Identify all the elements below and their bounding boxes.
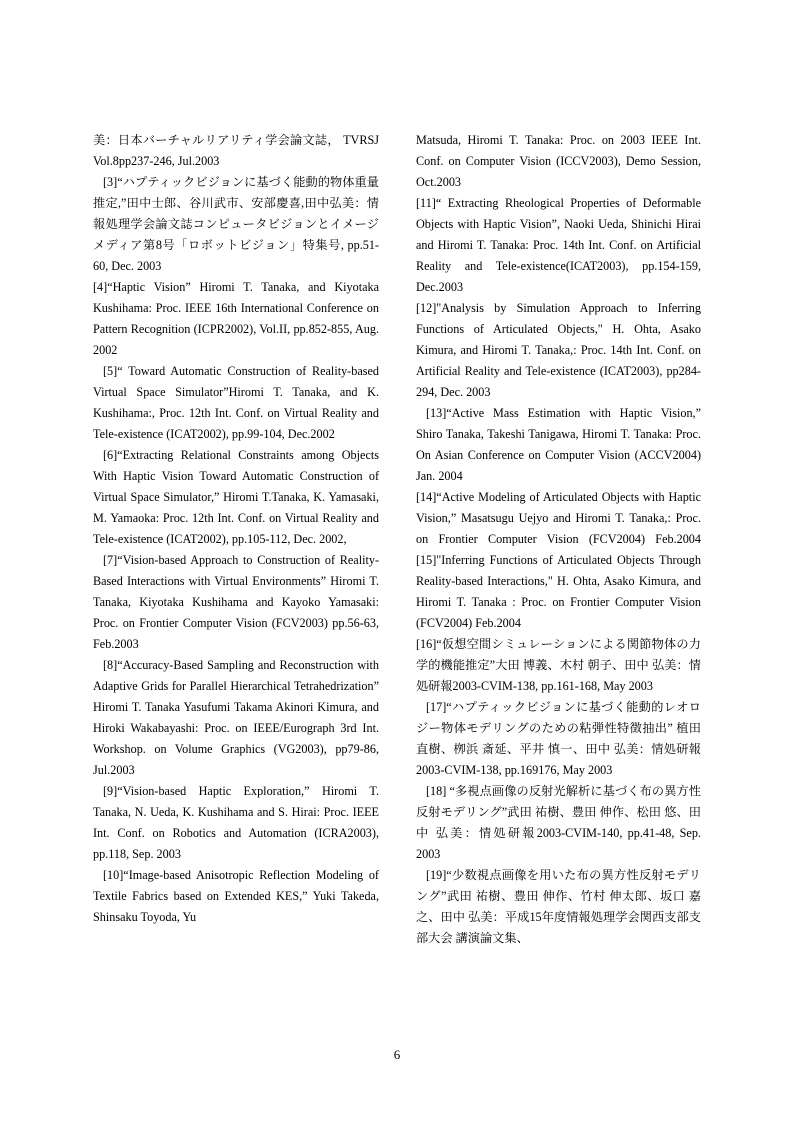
- reference-entry: [6]“Extracting Relational Constraints among Objects With Haptic Vision Toward Automatic Construction of Virtual Space Simulator,” Hiromi T.Tanaka, K. Yamasaki, M. Yamaoka: Proc. 12th Int. Conf. on Virtual Reality and Tele-existence (ICAT2002), pp.105-112, Dec. 2002,: [93, 448, 379, 546]
- reference-entry: [3]“ハプティックビジョンに基づく能動的物体重量推定,”田中士郎、谷川武市、安部慶喜,田中弘美：情報処理学会論文誌コンピュータビジョンとイメージメディア第8号「ロボットビジョン」特集号, pp.51-60, Dec. 2003: [93, 175, 379, 273]
- reference-entry: [11]“ Extracting Rheological Properties of Deformable Objects with Haptic Vision”, Naoki Ueda, Shinichi Hirai and Hiromi T. Tanaka: Proc. 14th Int. Conf. on Artificial Reality and Tele-existence(ICAT2003), pp.154-159, Dec.2003: [416, 196, 701, 294]
- reference-entry: [10]“Image-based Anisotropic Reflection Modeling of Textile Fabrics based on Extended KES,” Yuki Takeda, Shinsaku Toyoda, Yu: [93, 868, 379, 924]
- reference-entry: [17]“ハプティックビジョンに基づく能動的レオロジー物体モデリングのための粘弾性特徴抽出” 植田 直樹、栁浜 斎延、平井 慎一、田中 弘美：情処研報2003-CVIM-138, pp.169176, May 2003: [416, 700, 701, 777]
- reference-entry: [14]“Active Modeling of Articulated Objects with Haptic Vision,” Masatsugu Uejyo and Hiromi T. Tanaka,: Proc. on Frontier Computer Vision (FCV2004) Feb.2004 [15]"Inferring Functions of Articulated Objects Through Reality-based Interactions," H. Ohta, Asako Kimura, and Hiromi T. Tanaka : Proc. on Frontier Computer Vision (FCV2004) Feb.2004: [416, 490, 701, 630]
- reference-entry: [19]“少数視点画像を用いた布の異方性反射モデリング”武田 祐樹、豊田 伸作、竹村 伸太郎、坂口 嘉之、田中 弘美：平成15年度情報処理学会関西支部支部大会 講演論文集、: [416, 868, 701, 945]
- reference-entry: [12]"Analysis by Simulation Approach to Inferring Functions of Articulated Objects," H. Ohta, Asako Kimura, and Hiromi T. Tanaka,: Proc. 14th Int. Conf. on Artificial Reality and Tele-existence (ICAT2003), pp284-294, Dec. 2003: [416, 301, 701, 399]
- page-number: 6: [393, 1047, 401, 1062]
- reference-entry: [7]“Vision-based Approach to Construction of Reality-Based Interactions with Virtual Environments” Hiromi T. Tanaka, Kiyotaka Kushihama and Kayoko Yamasaki: Proc. on Frontier Computer Vision (FCV2003) pp.56-63, Feb.2003: [93, 553, 379, 651]
- right-column: [416, 130, 701, 949]
- reference-entry: [13]“Active Mass Estimation with Haptic Vision,” Shiro Tanaka, Takeshi Tanigawa, Hiromi T. Tanaka: Proc. On Asian Conference on Computer Vision (ACCV2004) Jan. 2004: [416, 406, 701, 483]
- reference-entry: 美：日本バーチャルリアリティ学会論文誌， TVRSJ Vol.8pp237-246, Jul.2003: [93, 133, 379, 168]
- left-column: [93, 130, 379, 928]
- reference-entry: [8]“Accuracy-Based Sampling and Reconstruction with Adaptive Grids for Parallel Hierarchical Tetrahedrization” Hiromi T. Tanaka Yasufumi Takama Akinori Kimura, and Hiroki Wakabayashi: Proc. on IEEE/Eurograph 3rd Int. Workshop. on Volume Graphics (VG2003), pp79-86, Jul.2003: [93, 658, 379, 777]
- reference-entry: [4]“Haptic Vision” Hiromi T. Tanaka, and Kiyotaka Kushihama: Proc. IEEE 16th International Conference on Pattern Recognition (ICPR2002), Vol.II, pp.852-855, Aug. 2002: [93, 280, 379, 357]
- reference-entry: [5]“ Toward Automatic Construction of Reality-based Virtual Space Simulator”Hiromi T. Tanaka, and K. Kushihama:, Proc. 12th Int. Conf. on Virtual Reality and Tele-existence (ICAT2002), pp.99-104, Dec.2002: [93, 364, 379, 441]
- reference-entry: [16]“仮想空間シミュレーションによる関節物体の力学的機能推定”大田 博義、木村 朝子、田中 弘美：情処研報2003-CVIM-138, pp.161-168, May 2003: [416, 637, 701, 693]
- reference-entry: [18] “多視点画像の反射光解析に基づく布の異方性反射モデリング”武田 祐樹、豊田 伸作、松田 悠、田中 弘美：情処研報2003-CVIM-140, pp.41-48, Sep. 2003: [416, 784, 701, 861]
- reference-entry: Matsuda, Hiromi T. Tanaka: Proc. on 2003 IEEE Int. Conf. on Computer Vision (ICCV2003), Demo Session, Oct.2003: [416, 133, 701, 189]
- reference-entry: [9]“Vision-based Haptic Exploration,” Hiromi T. Tanaka, N. Ueda, K. Kushihama and S. Hirai: Proc. IEEE Int. Conf. on Robotics and Automation (ICRA2003), pp.118, Sep. 2003: [93, 784, 379, 861]
